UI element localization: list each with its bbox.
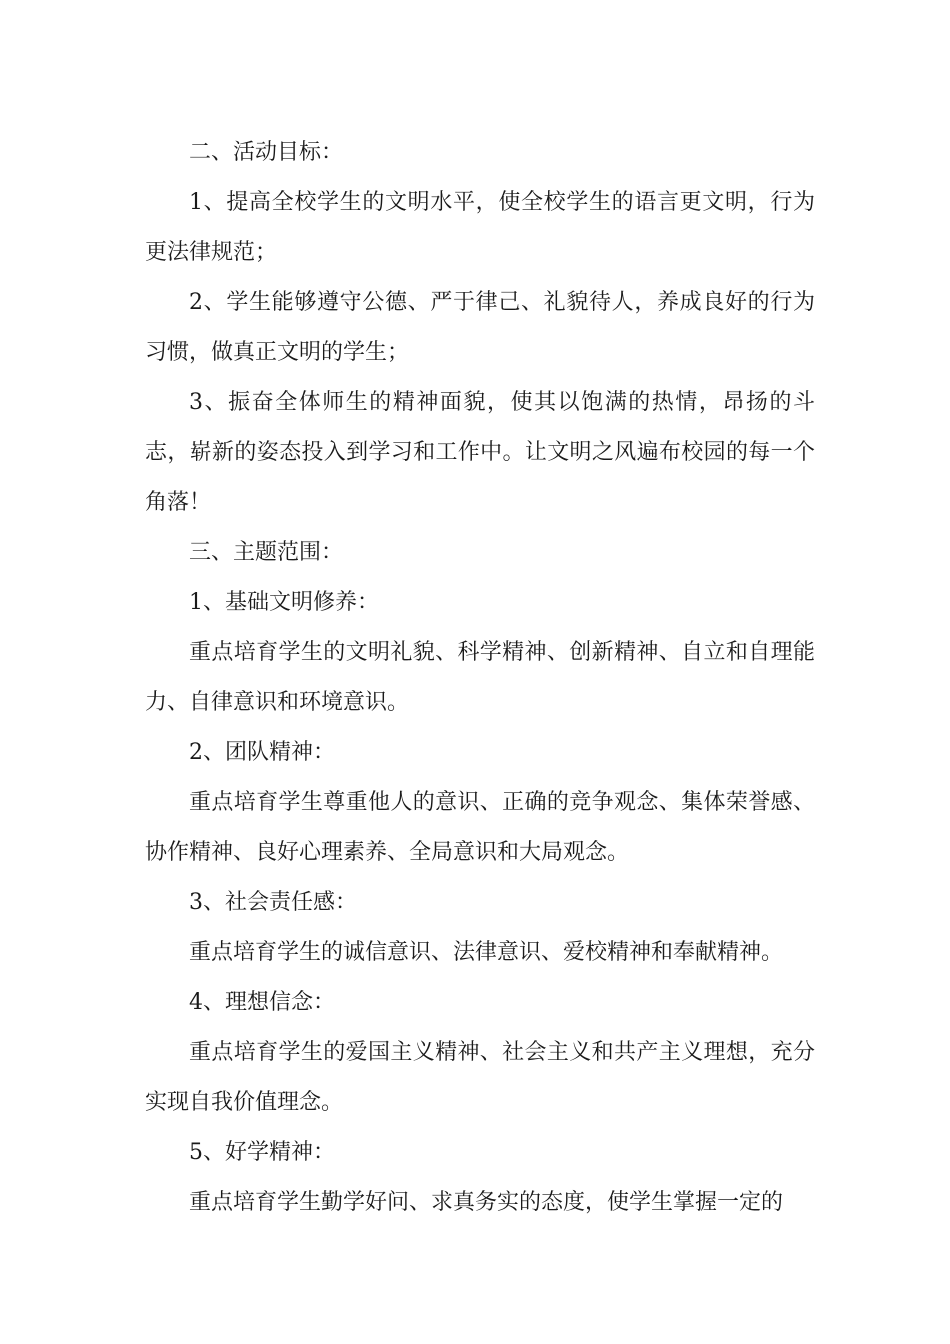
goal-item-1: 1、提高全校学生的文明水平，使全校学生的语言更文明，行为更法律规范； — [145, 190, 815, 265]
section-heading-goals: 二、活动目标： — [189, 140, 344, 165]
scope-text-1: 重点培育学生的文明礼貌、科学精神、创新精神、自立和自理能力、自律意识和环境意识。 — [145, 640, 815, 715]
scope-heading-1: 1、基础文明修养： — [189, 590, 379, 615]
scope-text-4: 重点培育学生的爱国主义精神、社会主义和共产主义理想，充分实现自我价值理念。 — [145, 1040, 815, 1115]
section-heading-scope: 三、主题范围： — [189, 540, 344, 565]
scope-text-5: 重点培育学生勤学好问、求真务实的态度，使学生掌握一定的 — [189, 1190, 784, 1215]
goal-item-2: 2、学生能够遵守公德、严于律己、礼貌待人，养成良好的行为习惯，做真正文明的学生； — [145, 290, 815, 365]
scope-heading-3: 3、社会责任感： — [189, 890, 357, 915]
scope-text-3: 重点培育学生的诚信意识、法律意识、爱校精神和奉献精神。 — [189, 940, 784, 965]
document-body — [145, 128, 815, 1228]
scope-text-2: 重点培育学生尊重他人的意识、正确的竞争观念、集体荣誉感、协作精神、良好心理素养、全局意识和大局观念。 — [145, 790, 815, 865]
goal-item-3: 3、振奋全体师生的精神面貌，使其以饱满的热情，昂扬的斗志，崭新的姿态投入到学习和工作中。让文明之风遍布校园的每一个角落！ — [145, 390, 815, 515]
scope-heading-2: 2、团队精神： — [189, 740, 335, 765]
scope-heading-5: 5、好学精神： — [189, 1140, 335, 1165]
scope-heading-4: 4、理想信念： — [189, 990, 335, 1015]
